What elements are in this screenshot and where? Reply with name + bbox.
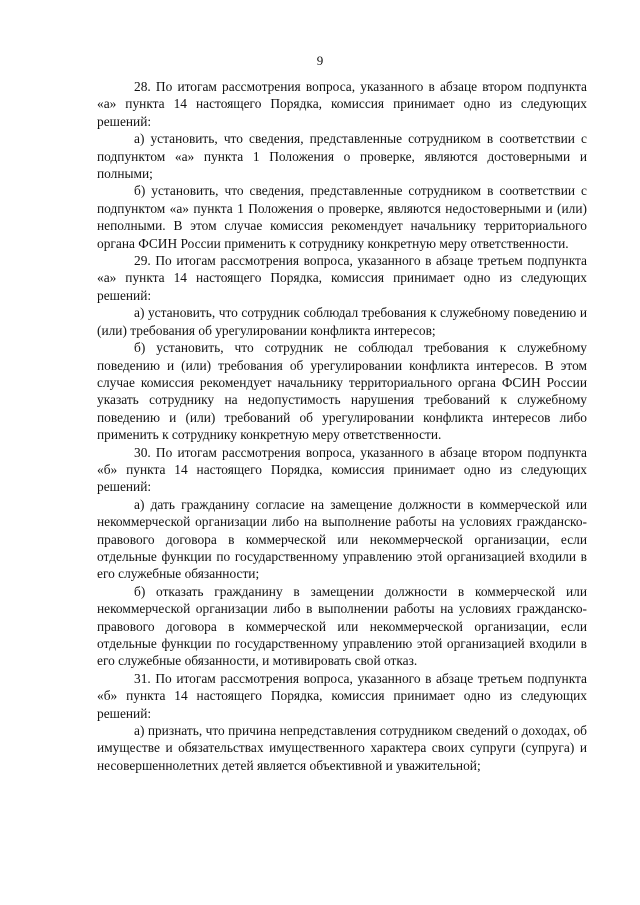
document-body (97, 78, 587, 774)
page-number: 9 (316, 53, 324, 68)
paragraph-30-a: а) дать гражданину согласие на замещение должности в коммерческой или некоммерческой организации либо на выполнение работы на условиях гражданско-правового договора в коммерческой или некоммерческой организации, если отдельные функции по государственному управлению этой организацией входили в его служебные обязанности; (97, 496, 587, 582)
paragraph-30-b: б) отказать гражданину в замещении должности в коммерческой или некоммерческой организации либо в выполнении работы на условиях гражданско-правового договора в коммерческой или некоммерческой организации, если отдельные функции по государственному управлению этой организацией входили в его служебные обязанности, и мотивировать свой отказ. (97, 583, 587, 669)
paragraph-29: 29. По итогам рассмотрения вопроса, указанного в абзаце третьем подпункта «а» пункта 14 настоящего Порядка, комиссия принимает одно из следующих решений: (97, 253, 587, 303)
paragraph-28-a: а) установить, что сведения, представленные сотрудником в соответствии с подпунктом «а» пункта 1 Положения о проверке, являются достоверными и полными; (97, 131, 587, 182)
paragraph-30: 30. По итогам рассмотрения вопроса, указанного в абзаце втором подпункта «б» пункта 14 настоящего Порядка, комиссия принимает одно из следующих решений: (97, 444, 587, 495)
paragraph-31: 31. По итогам рассмотрения вопроса, указанного в абзаце третьем подпункта «б» пункта 14 настоящего Порядка, комиссия принимает одно из следующих решений: (97, 670, 587, 721)
paragraph-29-b: б) установить, что сотрудник не соблюдал требования к служебному поведению и (или) требования об урегулировании конфликта интересов. В этом случае комиссия рекомендует начальнику территориального органа ФСИН России указать сотруднику на недопустимость нарушения требований к служебному поведению и (или) требований об урегулировании конфликта интересов либо применить к сотруднику конкретную меру ответственности. (97, 340, 587, 443)
paragraph-29-a: а) установить, что сотрудник соблюдал требования к служебному поведению и (или) требования об урегулировании конфликта интересов; (97, 305, 587, 338)
paragraph-31-a: а) признать, что причина непредставления сотрудником сведений о доходах, об имуществе и обязательствах имущественного характера своих супруги (супруга) и несовершеннолетних детей является объективной и уважительной; (97, 723, 587, 773)
paragraph-28-b: б) установить, что сведения, представленные сотрудником в соответствии с подпунктом «а» пункта 1 Положения о проверке, являются недостоверными и (или) неполными. В этом случае комиссия рекомендует начальнику территориального органа ФСИН России применить к сотруднику конкретную меру ответственности. (97, 183, 587, 251)
paragraph-28: 28. По итогам рассмотрения вопроса, указанного в абзаце втором подпункта «а» пункта 14 настоящего Порядка, комиссия принимает одно из следующих решений: (97, 79, 587, 129)
